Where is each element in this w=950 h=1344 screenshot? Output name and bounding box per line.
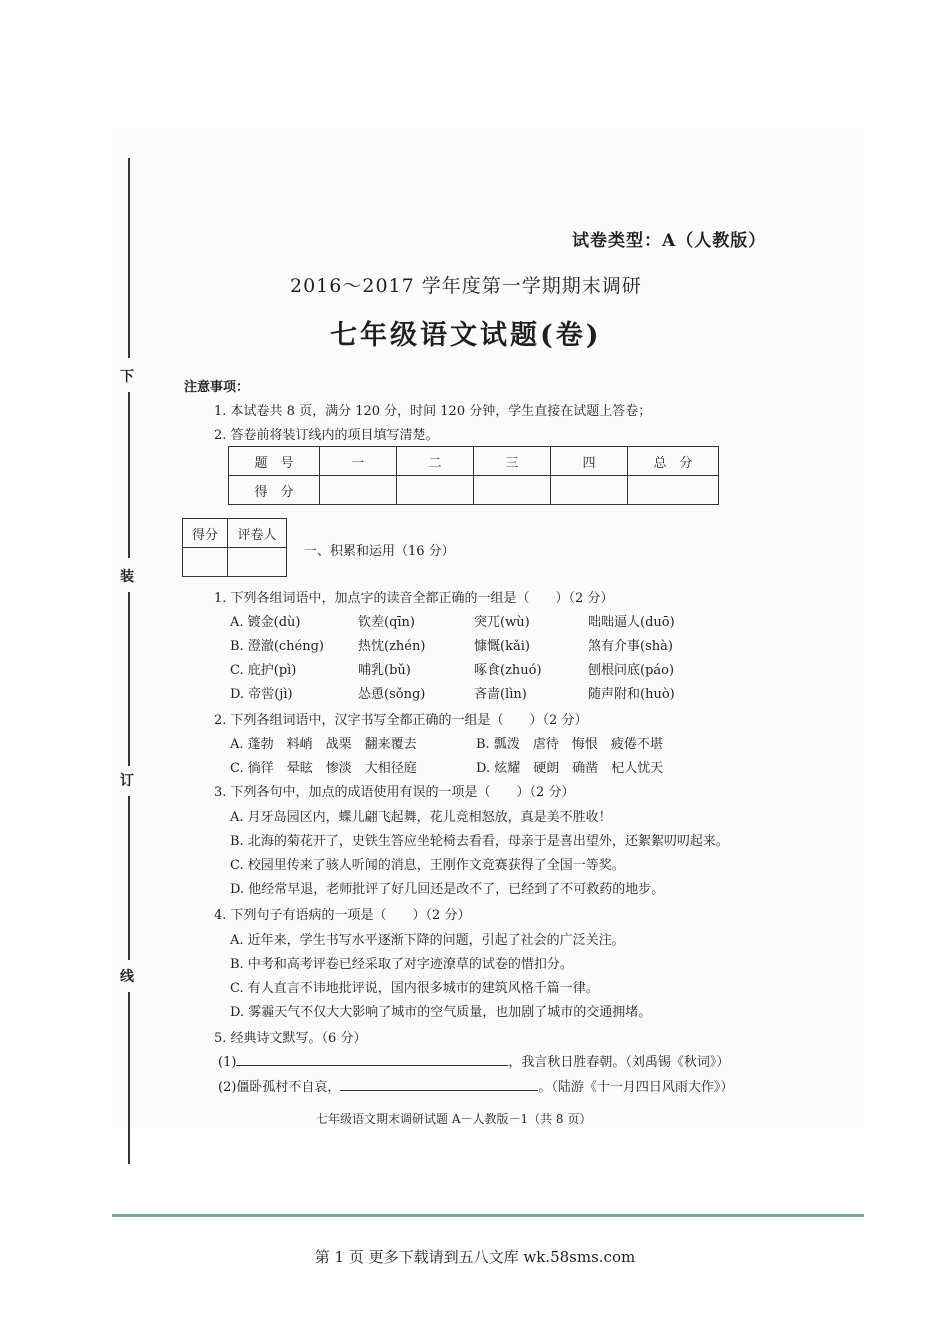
exam-type-label: 试卷类型：A（人教版） [572, 231, 767, 251]
footer-divider [112, 1214, 864, 1217]
q1-option: 啄食(zhuó) [474, 663, 542, 678]
q1-option: A. 镀金(dù) [230, 615, 301, 630]
exam-year-title: 2016～2017 学年度第一学期期末调研 [290, 275, 642, 297]
binding-char-zhuang: 装 [120, 569, 134, 585]
q4-option: C. 有人直言不讳地批评说，国内很多城市的建筑风格千篇一律。 [230, 981, 599, 996]
q1-option: 随声附和(huò) [588, 687, 675, 702]
q2-option: B. 瓢泼 虐待 悔恨 疲倦不堪 [476, 737, 663, 752]
grader-score-label: 得分 [183, 519, 228, 548]
score-input-cell[interactable] [397, 476, 474, 505]
score-input-cell[interactable] [551, 476, 628, 505]
question-4-stem: 4. 下列句子有语病的一项是（ ）（2 分） [214, 908, 471, 923]
exam-main-title: 七年级语文试题(卷) [330, 320, 602, 351]
binding-char-xian: 线 [120, 969, 134, 985]
score-table [228, 446, 719, 505]
q5-line-2 [218, 1076, 733, 1095]
q3-option: B. 北海的菊花开了，史铁生答应坐轮椅去看看，母亲于是喜出望外，还絮絮叨叨起来。 [230, 834, 729, 849]
q3-option: C. 校园里传来了骇人听闻的消息，王刚作文竞赛获得了全国一等奖。 [230, 858, 625, 873]
grader-table [182, 518, 287, 577]
question-5-stem: 5. 经典诗文默写。（6 分） [214, 1031, 367, 1046]
q1-option: 突兀(wù) [474, 615, 530, 630]
grader-name-label: 评卷人 [228, 519, 287, 548]
q1-option: C. 庇护(pì) [230, 663, 297, 678]
q5-line-2-prefix: (2)僵卧孤村不自哀， [218, 1080, 341, 1095]
q5-answer-blank-1[interactable] [236, 1053, 508, 1066]
site-footer: 第 1 页 更多下载请到五八文库 wk.58sms.com [314, 1248, 636, 1266]
binding-line-lower [128, 796, 130, 960]
binding-line-middle [128, 592, 130, 766]
q2-option: C. 徜徉 晕眩 惨淡 大相径庭 [230, 761, 417, 776]
q2-option: A. 蓬勃 料峭 战栗 翻来覆去 [230, 737, 417, 752]
score-header-cell: 一 [320, 447, 397, 476]
q5-line-2-suffix: 。（陆游《十一月四日风雨大作》） [538, 1080, 734, 1095]
q4-option: B. 中考和高考评卷已经采取了对字迹潦草的试卷的惜扣分。 [230, 957, 573, 972]
binding-line-top [128, 158, 130, 358]
score-header-cell: 总 分 [628, 447, 719, 476]
grader-name-cell[interactable] [228, 548, 287, 577]
q4-option: D. 雾霾天气不仅大大影响了城市的空气质量，也加剧了城市的交通拥堵。 [230, 1005, 652, 1020]
q1-option: 刨根问底(páo) [588, 663, 675, 678]
score-row-label: 得 分 [229, 476, 320, 505]
q1-option: 哺乳(bǔ) [358, 663, 411, 678]
q3-option: D. 他经常早退，老师批评了好几回还是改不了，已经到了不可救药的地步。 [230, 882, 665, 897]
q5-line-1-suffix: ，我言秋日胜春朝。（刘禹锡《秋词》） [508, 1055, 730, 1070]
q2-option: D. 炫耀 硬朗 确凿 杞人忧天 [476, 761, 664, 776]
score-input-cell[interactable] [474, 476, 551, 505]
q5-line-1-prefix: (1) [218, 1055, 237, 1070]
q4-option: A. 近年来，学生书写水平逐渐下降的问题，引起了社会的广泛关注。 [230, 933, 625, 948]
score-header-cell: 四 [551, 447, 628, 476]
exam-page-footer: 七年级语文期末调研试题 A－人教版－1（共 8 页） [316, 1112, 592, 1126]
notes-item-1: 1. 本试卷共 8 页，满分 120 分，时间 120 分钟，学生直接在试题上答卷； [214, 404, 652, 419]
q3-option: A. 月牙岛园区内，蝶儿翩飞起舞，花儿竞相怒放，真是美不胜收！ [230, 810, 612, 825]
notes-heading: 注意事项： [184, 380, 250, 395]
binding-line-bottom [128, 992, 130, 1164]
score-header-cell: 二 [397, 447, 474, 476]
q1-option: 钦差(qīn) [358, 615, 415, 630]
binding-char-xia: 下 [120, 369, 134, 385]
q5-answer-blank-2[interactable] [340, 1078, 538, 1091]
notes-item-2: 2. 答卷前将装订线内的项目填写清楚。 [214, 428, 439, 443]
binding-char-ding: 订 [120, 773, 134, 789]
q1-option: 煞有介事(shà) [588, 639, 673, 654]
q1-option: 热忱(zhén) [358, 639, 426, 654]
question-3-stem: 3. 下列各句中，加点的成语使用有误的一项是（ ）（2 分） [214, 785, 575, 800]
score-header-cell: 题 号 [229, 447, 320, 476]
q1-option: D. 帝喾(jì) [230, 687, 293, 702]
question-2-stem: 2. 下列各组词语中，汉字书写全都正确的一组是（ ）（2 分） [214, 713, 588, 728]
question-1-stem: 1. 下列各组词语中，加点字的读音全都正确的一组是（ ）（2 分） [214, 591, 614, 606]
q5-line-1 [218, 1051, 729, 1070]
q1-option: B. 澄澈(chéng) [230, 639, 325, 654]
score-input-cell[interactable] [320, 476, 397, 505]
q1-option: 慷慨(kǎi) [474, 639, 530, 654]
section-1-title: 一、积累和运用（16 分） [304, 544, 455, 559]
binding-line-upper [128, 392, 130, 558]
q1-option: 怂恿(sǒng) [358, 687, 426, 702]
q1-option: 吝啬(lìn) [474, 687, 527, 702]
score-input-cell[interactable] [628, 476, 719, 505]
grader-score-cell[interactable] [183, 548, 228, 577]
score-header-cell: 三 [474, 447, 551, 476]
q1-option: 咄咄逼人(duō) [588, 615, 675, 630]
